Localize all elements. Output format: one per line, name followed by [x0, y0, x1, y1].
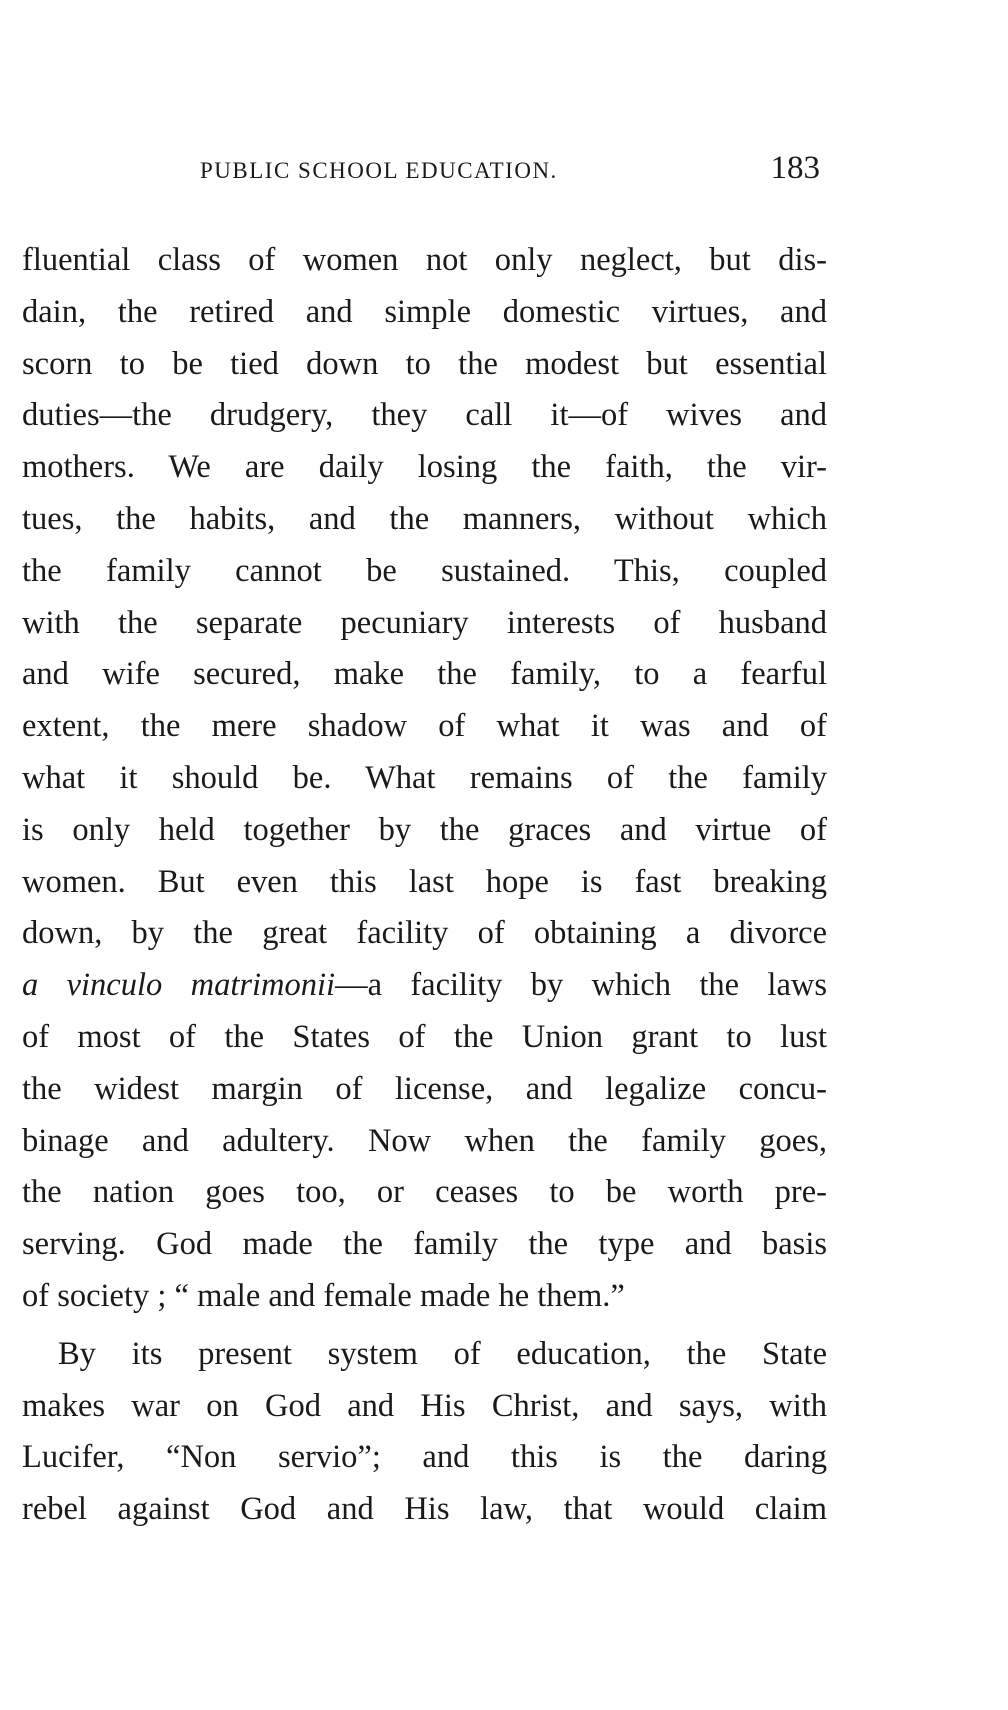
text-line: fluential class of women not only neglect, but dis- [22, 242, 827, 278]
text-line: mothers. We are daily losing the faith, the vir- [22, 449, 827, 486]
text-line: duties—the drudgery, they call it—of wives and [22, 397, 827, 434]
text-line: the nation goes too, or ceases to be worth pre- [22, 1174, 827, 1211]
running-head [200, 150, 820, 190]
text-line: serving. God made the family the type and basis [22, 1226, 827, 1263]
text-line: of society ; “ male and female made he them.” [22, 1277, 625, 1314]
text-line: down, by the great facility of obtaining a divorce [22, 915, 827, 952]
running-title: PUBLIC SCHOOL EDUCATION. [200, 158, 558, 183]
text-line: By its present system of education, the State [58, 1335, 827, 1372]
page-number: 183 [770, 150, 820, 186]
text-line-with-italic [22, 960, 827, 1012]
text-line: with the separate pecuniary interests of husband [22, 604, 827, 641]
text-line: the family cannot be sustained. This, coupled [22, 552, 827, 589]
text-line: is only held together by the graces and virtue of [22, 811, 827, 848]
text-line-rest: —a facility by which the laws [335, 967, 827, 1004]
text-line: of most of the States of the Union grant to lust [22, 1018, 827, 1055]
text-line: and wife secured, make the family, to a fearful [22, 656, 827, 693]
body-text [22, 235, 827, 1536]
text-line: Lucifer, “Non servio”; and this is the daring [22, 1439, 827, 1476]
latin-phrase: a vinculo matrimonii [22, 967, 336, 1004]
text-line: dain, the retired and simple domestic virtues, and [22, 293, 827, 330]
text-line: women. But even this last hope is fast breaking [22, 863, 827, 900]
text-line: makes war on God and His Christ, and says, with [22, 1387, 827, 1424]
text-line: scorn to be tied down to the modest but essential [22, 345, 827, 382]
text-line: tues, the habits, and the manners, without which [22, 500, 827, 537]
text-line: rebel against God and His law, that would claim [22, 1491, 827, 1528]
text-line: extent, the mere shadow of what it was and of [22, 708, 827, 745]
text-line: what it should be. What remains of the family [22, 759, 827, 796]
text-line: binage and adultery. Now when the family goes, [22, 1122, 827, 1159]
text-line: the widest margin of license, and legalize concu- [22, 1070, 827, 1107]
